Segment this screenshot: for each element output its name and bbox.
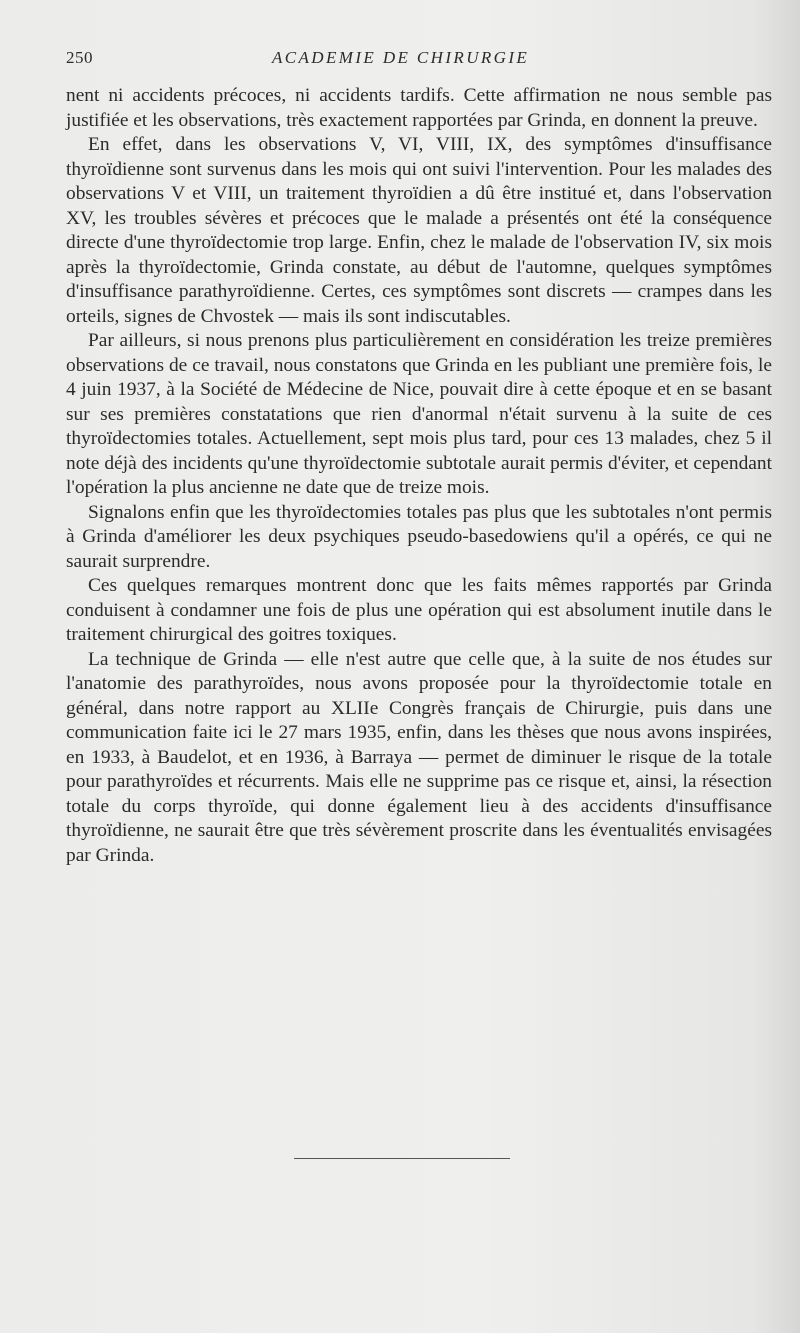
paragraph-observations: En effet, dans les observations V, VI, VIII, IX, des symptômes d'insuffisance thyroïdienne sont survenus dans les mois qui ont suivi l'intervention. Pour les malades des observations V et VIII, un traitement thyroïdien a dû être institué et, dans l'observation XV, les troubles sévères et précoces que le malade a présentés ont été la conséquence directe d'une thyroïdectomie trop large. Enfin, chez le malade de l'observation IV, six mois après la thyroïdectomie, Grinda constate, au début de l'automne, quelques symptômes d'insuffisance parathyroïdienne. Certes, ces symptômes sont discrets — crampes dans les orteils, signes de Chvostek — mais ils sont indiscutables. (66, 134, 772, 327)
page-number: 250 (66, 48, 93, 67)
paragraph-remarks: Ces quelques remarques montrent donc que les faits mêmes rapportés par Grinda conduisent à condamner une fois de plus une opération qui est absolument inutile dans le traitement chirurgical des goitres toxiques. (66, 575, 772, 645)
paragraph-technique: La technique de Grinda — elle n'est autre que celle que, à la suite de nos études sur l'anatomie des parathyroïdes, nous avons proposée pour la thyroïdectomie totale en général, dans notre rapport au XLIIe Congrès français de Chirurgie, puis dans une communication faite ici le 27 mars 1935, enfin, dans les thèses que nous avons inspirées, en 1933, à Baudelot, et en 1936, à Barraya — permet de diminuer le risque de la totale pour parathyroïdes et récurrents. Mais elle ne supprime pas ce risque et, ainsi, la résection totale du corps thyroïde, qui donne également lieu à des accidents d'insuffisance thyroïdienne, ne saurait être que très sévèrement proscrite dans les éventualités envisagées par Grinda. (66, 648, 772, 866)
body-text (66, 84, 772, 868)
journal-title: ACADEMIE DE CHIRURGIE (272, 48, 530, 67)
end-rule (294, 1158, 510, 1159)
running-head (66, 48, 766, 72)
paragraph-continuation: nent ni accidents précoces, ni accidents tardifs. Cette affirmation ne nous semble pas justifiée et les observations, très exactement rapportées par Grinda, en donnent la preuve. (66, 85, 772, 131)
paragraph-first-thirteen: Par ailleurs, si nous prenons plus particulièrement en considération les treize premières observations de ce travail, nous constatons que Grinda en les publiant une première fois, le 4 juin 1937, à la Société de Médecine de Nice, pouvait dire à cette époque et en se basant sur ses premières constatations que rien d'anormal n'était survenu à la suite de ces thyroïdectomies totales. Actuellement, sept mois plus tard, pour ces 13 malades, chez 5 il note déjà des incidents qu'une thyroïdectomie subtotale aurait permis d'éviter, et cependant l'opération la plus ancienne ne date que de treize mois. (66, 330, 772, 498)
paragraph-pseudo-basedowiens: Signalons enfin que les thyroïdectomies totales pas plus que les subtotales n'ont permis à Grinda d'améliorer les deux psychiques pseudo-basedowiens qu'il a opérés, ce qui ne saurait surprendre. (66, 501, 772, 572)
